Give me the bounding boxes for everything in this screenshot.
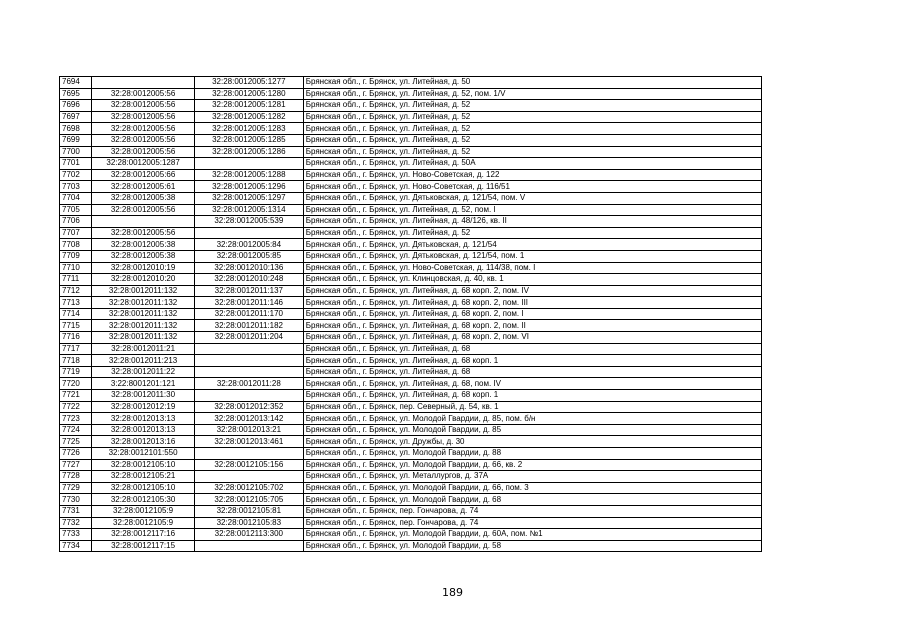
- address-cell: Брянская обл., г. Брянск, ул. Литейная, д. 68, пом. IV: [303, 378, 761, 390]
- row-number-cell: 7712: [60, 285, 92, 297]
- table-row: [60, 308, 762, 320]
- row-number-cell: 7734: [60, 540, 92, 552]
- address-cell: Брянская обл., г. Брянск, ул. Литейная, д. 68: [303, 343, 761, 355]
- address-cell: Брянская обл., г. Брянск, ул. Металлургов, д. 37А: [303, 471, 761, 483]
- address-cell: Брянская обл., г. Брянск, ул. Литейная, д. 68 корп. 2, пом. III: [303, 297, 761, 309]
- address-cell: Брянская обл., г. Брянск, ул. Дятьковская, д. 121/54, пом. V: [303, 192, 761, 204]
- row-number-cell: 7722: [60, 401, 92, 413]
- table-row: [60, 320, 762, 332]
- parcel-cadastral-cell: [92, 77, 195, 89]
- address-cell: Брянская обл., г. Брянск, ул. Молодой Гвардии, д. 66, пом. 3: [303, 482, 761, 494]
- table-row: [60, 227, 762, 239]
- parcel-cadastral-cell: 32:28:0012005:38: [92, 250, 195, 262]
- address-cell: Брянская обл., г. Брянск, ул. Литейная, д. 50А: [303, 158, 761, 170]
- object-cadastral-cell: 32:28:0012005:85: [194, 250, 303, 262]
- address-cell: Брянская обл., г. Брянск, ул. Литейная, д. 68 корп. 2, пом. VI: [303, 332, 761, 344]
- parcel-cadastral-cell: 32:28:0012005:56: [92, 100, 195, 112]
- object-cadastral-cell: 32:28:0012005:1282: [194, 111, 303, 123]
- address-cell: Брянская обл., г. Брянск, ул. Литейная, д. 68: [303, 366, 761, 378]
- table-row: [60, 111, 762, 123]
- row-number-cell: 7702: [60, 169, 92, 181]
- parcel-cadastral-cell: 32:28:0012011:132: [92, 285, 195, 297]
- address-cell: Брянская обл., г. Брянск, ул. Ново-Советская, д. 122: [303, 169, 761, 181]
- parcel-cadastral-cell: 32:28:0012005:56: [92, 227, 195, 239]
- object-cadastral-cell: 32:28:0012105:83: [194, 517, 303, 529]
- row-number-cell: 7718: [60, 355, 92, 367]
- table-row: [60, 169, 762, 181]
- object-cadastral-cell: 32:28:0012105:705: [194, 494, 303, 506]
- row-number-cell: 7720: [60, 378, 92, 390]
- row-number-cell: 7701: [60, 158, 92, 170]
- object-cadastral-cell: 32:28:0012005:1286: [194, 146, 303, 158]
- address-cell: Брянская обл., г. Брянск, ул. Молодой Гвардии, д. 60А, пом. №1: [303, 529, 761, 541]
- object-cadastral-cell: 32:28:0012011:170: [194, 308, 303, 320]
- row-number-cell: 7721: [60, 390, 92, 402]
- table-row: [60, 366, 762, 378]
- row-number-cell: 7696: [60, 100, 92, 112]
- address-cell: Брянская обл., г. Брянск, ул. Литейная, д. 48/126, кв. II: [303, 216, 761, 228]
- row-number-cell: 7700: [60, 146, 92, 158]
- object-cadastral-cell: [194, 158, 303, 170]
- address-cell: Брянская обл., г. Брянск, ул. Литейная, д. 52: [303, 100, 761, 112]
- object-cadastral-cell: 32:28:0012105:156: [194, 459, 303, 471]
- parcel-cadastral-cell: 32:28:0012011:213: [92, 355, 195, 367]
- table-row: [60, 494, 762, 506]
- parcel-cadastral-cell: [92, 216, 195, 228]
- address-cell: Брянская обл., г. Брянск, ул. Литейная, д. 68 корп. 2, пом. I: [303, 308, 761, 320]
- address-cell: Брянская обл., г. Брянск, ул. Молодой Гвардии, д. 66, кв. 2: [303, 459, 761, 471]
- address-cell: Брянская обл., г. Брянск, ул. Дятьковская, д. 121/54, пом. 1: [303, 250, 761, 262]
- row-number-cell: 7711: [60, 274, 92, 286]
- row-number-cell: 7731: [60, 505, 92, 517]
- address-cell: Брянская обл., г. Брянск, ул. Литейная, д. 68 корп. 1: [303, 390, 761, 402]
- row-number-cell: 7708: [60, 239, 92, 251]
- row-number-cell: 7723: [60, 413, 92, 425]
- property-register-table: [59, 76, 762, 552]
- address-cell: Брянская обл., г. Брянск, ул. Молодой Гвардии, д. 85: [303, 424, 761, 436]
- parcel-cadastral-cell: 32:28:0012010:19: [92, 262, 195, 274]
- parcel-cadastral-cell: 32:28:0012005:61: [92, 181, 195, 193]
- object-cadastral-cell: 32:28:0012011:146: [194, 297, 303, 309]
- parcel-cadastral-cell: 32:28:0012005:56: [92, 146, 195, 158]
- object-cadastral-cell: 32:28:0012005:1314: [194, 204, 303, 216]
- object-cadastral-cell: 32:28:0012005:1285: [194, 134, 303, 146]
- address-cell: Брянская обл., г. Брянск, ул. Литейная, д. 52: [303, 134, 761, 146]
- object-cadastral-cell: 32:28:0012011:28: [194, 378, 303, 390]
- row-number-cell: 7697: [60, 111, 92, 123]
- row-number-cell: 7732: [60, 517, 92, 529]
- parcel-cadastral-cell: 32:28:0012011:22: [92, 366, 195, 378]
- object-cadastral-cell: 32:28:0012005:1297: [194, 192, 303, 204]
- table-row: [60, 401, 762, 413]
- table-row: [60, 192, 762, 204]
- table-row: [60, 378, 762, 390]
- row-number-cell: 7695: [60, 88, 92, 100]
- object-cadastral-cell: 32:28:0012011:204: [194, 332, 303, 344]
- row-number-cell: 7698: [60, 123, 92, 135]
- table-row: [60, 540, 762, 552]
- parcel-cadastral-cell: 32:28:0012105:10: [92, 459, 195, 471]
- object-cadastral-cell: 32:28:0012005:84: [194, 239, 303, 251]
- table-row: [60, 262, 762, 274]
- table-row: [60, 100, 762, 112]
- address-cell: Брянская обл., г. Брянск, ул. Литейная, д. 68 корп. 1: [303, 355, 761, 367]
- parcel-cadastral-cell: 32:28:0012011:132: [92, 320, 195, 332]
- address-cell: Брянская обл., г. Брянск, ул. Литейная, д. 52: [303, 123, 761, 135]
- table-row: [60, 134, 762, 146]
- table-row: [60, 158, 762, 170]
- object-cadastral-cell: 32:28:0012005:1283: [194, 123, 303, 135]
- parcel-cadastral-cell: 32:28:0012117:15: [92, 540, 195, 552]
- object-cadastral-cell: 32:28:0012011:182: [194, 320, 303, 332]
- address-cell: Брянская обл., г. Брянск, ул. Литейная, д. 52: [303, 227, 761, 239]
- parcel-cadastral-cell: 32:28:0012005:56: [92, 88, 195, 100]
- parcel-cadastral-cell: 32:28:0012010:20: [92, 274, 195, 286]
- parcel-cadastral-cell: 32:28:0012012:19: [92, 401, 195, 413]
- parcel-cadastral-cell: 32:28:0012011:21: [92, 343, 195, 355]
- table-row: [60, 413, 762, 425]
- parcel-cadastral-cell: 32:28:0012005:38: [92, 192, 195, 204]
- object-cadastral-cell: 32:28:0012005:1288: [194, 169, 303, 181]
- parcel-cadastral-cell: 32:28:0012005:66: [92, 169, 195, 181]
- table-row: [60, 123, 762, 135]
- object-cadastral-cell: 32:28:0012013:142: [194, 413, 303, 425]
- table-row: [60, 448, 762, 460]
- table-row: [60, 505, 762, 517]
- parcel-cadastral-cell: 32:28:0012011:30: [92, 390, 195, 402]
- object-cadastral-cell: 32:28:0012010:136: [194, 262, 303, 274]
- row-number-cell: 7694: [60, 77, 92, 89]
- row-number-cell: 7699: [60, 134, 92, 146]
- table-row: [60, 250, 762, 262]
- address-cell: Брянская обл., г. Брянск, ул. Литейная, д. 50: [303, 77, 761, 89]
- row-number-cell: 7713: [60, 297, 92, 309]
- address-cell: Брянская обл., г. Брянск, ул. Дятьковская, д. 121/54: [303, 239, 761, 251]
- object-cadastral-cell: 32:28:0012011:137: [194, 285, 303, 297]
- object-cadastral-cell: 32:28:0012013:461: [194, 436, 303, 448]
- address-cell: Брянская обл., г. Брянск, ул. Молодой Гвардии, д. 68: [303, 494, 761, 506]
- parcel-cadastral-cell: 32:28:0012013:16: [92, 436, 195, 448]
- parcel-cadastral-cell: 32:28:0012005:56: [92, 204, 195, 216]
- parcel-cadastral-cell: 32:28:0012105:9: [92, 517, 195, 529]
- table-row: [60, 146, 762, 158]
- table-row: [60, 77, 762, 89]
- parcel-cadastral-cell: 3:22:8001201:121: [92, 378, 195, 390]
- row-number-cell: 7726: [60, 448, 92, 460]
- table-row: [60, 343, 762, 355]
- object-cadastral-cell: [194, 227, 303, 239]
- parcel-cadastral-cell: 32:28:0012011:132: [92, 332, 195, 344]
- address-cell: Брянская обл., г. Брянск, ул. Молодой Гвардии, д. 88: [303, 448, 761, 460]
- address-cell: Брянская обл., г. Брянск, ул. Ново-Советская, д. 116/51: [303, 181, 761, 193]
- row-number-cell: 7706: [60, 216, 92, 228]
- address-cell: Брянская обл., г. Брянск, ул. Дружбы, д. 30: [303, 436, 761, 448]
- row-number-cell: 7709: [60, 250, 92, 262]
- row-number-cell: 7714: [60, 308, 92, 320]
- row-number-cell: 7710: [60, 262, 92, 274]
- parcel-cadastral-cell: 32:28:0012011:132: [92, 308, 195, 320]
- table-body: [60, 77, 762, 552]
- table-row: [60, 355, 762, 367]
- row-number-cell: 7707: [60, 227, 92, 239]
- row-number-cell: 7733: [60, 529, 92, 541]
- row-number-cell: 7725: [60, 436, 92, 448]
- table-row: [60, 332, 762, 344]
- object-cadastral-cell: 32:28:0012013:21: [194, 424, 303, 436]
- parcel-cadastral-cell: 32:28:0012011:132: [92, 297, 195, 309]
- object-cadastral-cell: 32:28:0012005:1296: [194, 181, 303, 193]
- object-cadastral-cell: 32:28:0012005:539: [194, 216, 303, 228]
- page-number: 189: [442, 586, 463, 599]
- row-number-cell: 7724: [60, 424, 92, 436]
- table-row: [60, 88, 762, 100]
- address-cell: Брянская обл., г. Брянск, ул. Молодой Гвардии, д. 85, пом. б/н: [303, 413, 761, 425]
- parcel-cadastral-cell: 32:28:0012117:16: [92, 529, 195, 541]
- object-cadastral-cell: 32:28:0012105:81: [194, 505, 303, 517]
- object-cadastral-cell: [194, 343, 303, 355]
- object-cadastral-cell: [194, 366, 303, 378]
- address-cell: Брянская обл., г. Брянск, ул. Клинцовская, д. 40, кв. 1: [303, 274, 761, 286]
- row-number-cell: 7719: [60, 366, 92, 378]
- table-row: [60, 459, 762, 471]
- address-cell: Брянская обл., г. Брянск, ул. Литейная, д. 52, пом. 1/V: [303, 88, 761, 100]
- row-number-cell: 7704: [60, 192, 92, 204]
- object-cadastral-cell: 32:28:0012005:1277: [194, 77, 303, 89]
- table-row: [60, 204, 762, 216]
- address-cell: Брянская обл., г. Брянск, пер. Гончарова, д. 74: [303, 517, 761, 529]
- object-cadastral-cell: 32:28:0012113:300: [194, 529, 303, 541]
- object-cadastral-cell: 32:28:0012012:352: [194, 401, 303, 413]
- object-cadastral-cell: 32:28:0012010:248: [194, 274, 303, 286]
- object-cadastral-cell: [194, 471, 303, 483]
- row-number-cell: 7716: [60, 332, 92, 344]
- parcel-cadastral-cell: 32:28:0012101:550: [92, 448, 195, 460]
- parcel-cadastral-cell: 32:28:0012005:56: [92, 111, 195, 123]
- table-row: [60, 517, 762, 529]
- parcel-cadastral-cell: 32:28:0012005:56: [92, 134, 195, 146]
- table-row: [60, 181, 762, 193]
- table-row: [60, 239, 762, 251]
- address-cell: Брянская обл., г. Брянск, пер. Гончарова, д. 74: [303, 505, 761, 517]
- object-cadastral-cell: [194, 355, 303, 367]
- table-row: [60, 274, 762, 286]
- object-cadastral-cell: 32:28:0012005:1281: [194, 100, 303, 112]
- table-row: [60, 285, 762, 297]
- row-number-cell: 7717: [60, 343, 92, 355]
- row-number-cell: 7705: [60, 204, 92, 216]
- table-row: [60, 482, 762, 494]
- parcel-cadastral-cell: 32:28:0012105:30: [92, 494, 195, 506]
- table-row: [60, 424, 762, 436]
- table-row: [60, 471, 762, 483]
- address-cell: Брянская обл., г. Брянск, пер. Северный, д. 54, кв. 1: [303, 401, 761, 413]
- object-cadastral-cell: 32:28:0012005:1280: [194, 88, 303, 100]
- address-cell: Брянская обл., г. Брянск, ул. Литейная, д. 52, пом. I: [303, 204, 761, 216]
- row-number-cell: 7703: [60, 181, 92, 193]
- row-number-cell: 7728: [60, 471, 92, 483]
- row-number-cell: 7715: [60, 320, 92, 332]
- parcel-cadastral-cell: 32:28:0012013:13: [92, 424, 195, 436]
- row-number-cell: 7730: [60, 494, 92, 506]
- table-row: [60, 436, 762, 448]
- object-cadastral-cell: 32:28:0012105:702: [194, 482, 303, 494]
- parcel-cadastral-cell: 32:28:0012005:56: [92, 123, 195, 135]
- parcel-cadastral-cell: 32:28:0012005:1287: [92, 158, 195, 170]
- table-row: [60, 529, 762, 541]
- parcel-cadastral-cell: 32:28:0012005:38: [92, 239, 195, 251]
- table-row: [60, 390, 762, 402]
- table-row: [60, 216, 762, 228]
- row-number-cell: 7729: [60, 482, 92, 494]
- row-number-cell: 7727: [60, 459, 92, 471]
- address-cell: Брянская обл., г. Брянск, ул. Литейная, д. 52: [303, 146, 761, 158]
- address-cell: Брянская обл., г. Брянск, ул. Литейная, д. 68 корп. 2, пом. II: [303, 320, 761, 332]
- parcel-cadastral-cell: 32:28:0012105:21: [92, 471, 195, 483]
- address-cell: Брянская обл., г. Брянск, ул. Литейная, д. 68 корп. 2, пом. IV: [303, 285, 761, 297]
- parcel-cadastral-cell: 32:28:0012013:13: [92, 413, 195, 425]
- table-row: [60, 297, 762, 309]
- object-cadastral-cell: [194, 390, 303, 402]
- object-cadastral-cell: [194, 540, 303, 552]
- address-cell: Брянская обл., г. Брянск, ул. Молодой Гвардии, д. 58: [303, 540, 761, 552]
- address-cell: Брянская обл., г. Брянск, ул. Ново-Советская, д. 114/38, пом. I: [303, 262, 761, 274]
- address-cell: Брянская обл., г. Брянск, ул. Литейная, д. 52: [303, 111, 761, 123]
- parcel-cadastral-cell: 32:28:0012105:9: [92, 505, 195, 517]
- object-cadastral-cell: [194, 448, 303, 460]
- parcel-cadastral-cell: 32:28:0012105:10: [92, 482, 195, 494]
